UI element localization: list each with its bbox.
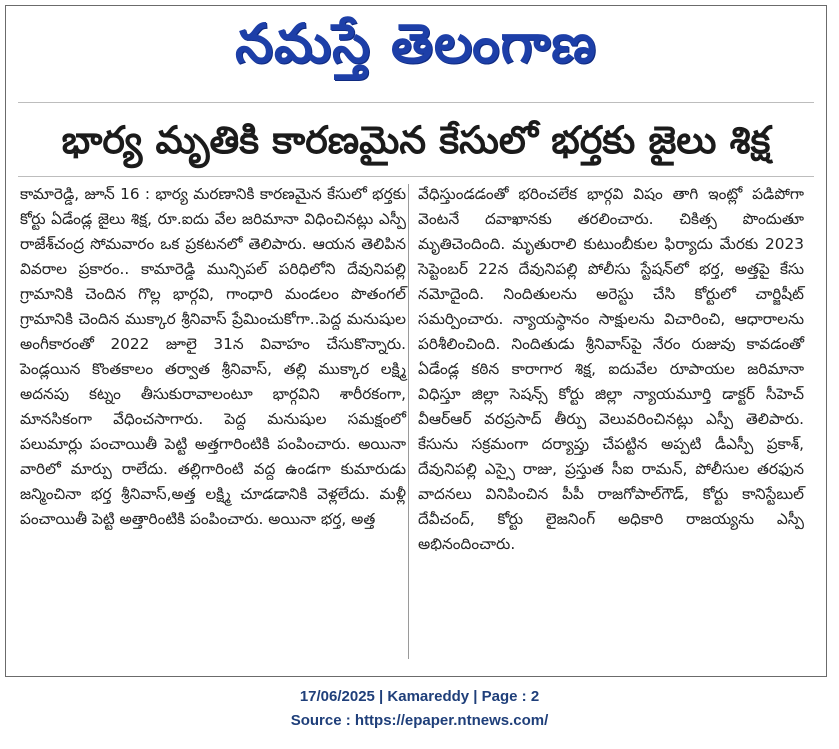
masthead-title: నమస్తే తెలంగాణ: [235, 12, 597, 75]
source-link[interactable]: Source : https://epaper.ntnews.com/: [290, 712, 549, 729]
article-headline: భార్య మృతికి కారణమైన కేసులో భర్తకు జైలు శిక్ష: [61, 118, 771, 162]
article-column-left: కామారెడ్డి, జూన్ 16 : భార్య మరణానికి కారణమైన కేసులో భర్తకు కోర్టు ఏడేండ్ల జైలు శిక్ష, రూ.ఐదు వేల జరిమానా విధించినట్లు ఎస్పీ రాజేశ్‌చంద్ర సోమవారం ఒక ప్రకటనలో తెలిపారు. ఆయన తెలిపిన వివరాల ప్రకారం.. కామారెడ్డి మున్సిపల్ పరిధిలోని దేవునిపల్లి గ్రామానికి చెందిన గొల్ల భార్గవి, గాంధారి మండలం పొతంగల్ గ్రామానికి చెందిన ముక్కార శ్రీనివాస్ ప్రేమించుకోగా..పెద్ద మనుషుల అంగీకారంతో 2022 జూలై 31న వివాహం చేసుకొన్నారు. పెండ్లయిన కొంతకాలం తర్వాత శ్రీనివాస్, తల్లి ముక్కార లక్ష్మి అదనపు కట్నం తీసుకురావాలంటూ భార్గవిని శారీరకంగా, మానసికంగా వేధించసాగారు. పెద్ద మనుషుల సమక్షంలో పలుమార్లు పంచాయితీ పెట్టి అత్తగారింటికి పంపించారు. అయినా వారిలో మార్పు రాలేదు. తల్లిగారింటి వద్ద ఉండగా కుమారుడు జన్మించినా భర్త శ్రీనివాస్,అత్త లక్ష్మి చూడడానికి వెళ్లలేదు. మళ్లీ పంచాయితీ పెట్టి అత్తారింటికి పంపించారు. అయినా భర్త, అత్త: [20, 185, 406, 528]
newspaper-masthead: [6, 6, 826, 101]
article-column-right: వేధిస్తుండడంతో భరించలేక భార్గవి విషం తాగి ఇంట్లో పడిపోగా వెంటనే దవాఖానకు తరలించారు. చికిత్స పొందుతూ మృతిచెందింది. మృతురాలి కుటుంబీకుల ఫిర్యాదు మేరకు 2023 సెప్టెంబర్ 22న దేవునిపల్లి పోలీసు స్టేషన్‌లో భర్త, అత్తపై కేసు నమోదైంది. నిందితులను అరెస్టు చేసి కోర్టులో చార్జిషీట్ సమర్పించారు. న్యాయస్థానం సాక్షులను విచారించి, ఆధారాలను పరిశీలించింది. నిందితుడు శ్రీనివాస్‌పై నేరం రుజువు కావడంతో ఏడేండ్ల కఠిన కారాగార శిక్ష, ఐదువేల రూపాయల జరిమానా విధిస్తూ జిల్లా సెషన్స్ కోర్టు జిల్లా న్యాయమూర్తి డాక్టర్ సీహెచ్ వీఆర్ఆర్ వరప్రసాద్ తీర్పు వెలువరించినట్లు ఎస్పీ తెలిపారు. కేసును సక్రమంగా దర్యాప్తు చేపట్టిన అప్పటి డీఎస్పీ ప్రకాశ్, దేవునిపల్లి ఎస్సై రాజు, ప్రస్తుత సీఐ రామన్, పోలీసుల తరఫున వాదనలు వినిపించిన పీపీ రాజగోపాల్‌గౌడ్, కోర్టు కానిస్టేబుల్ దేవీచంద్, కోర్టు లైజనింగ్ అధికారి రాజయ్యను ఎస్పీ అభినందించారు.: [418, 185, 804, 553]
edition-info: 17/06/2025 | Kamareddy | Page : 2: [299, 688, 540, 705]
article-clipping: [5, 5, 827, 677]
divider: [18, 102, 814, 103]
column-divider: [408, 184, 409, 659]
divider: [18, 176, 814, 177]
